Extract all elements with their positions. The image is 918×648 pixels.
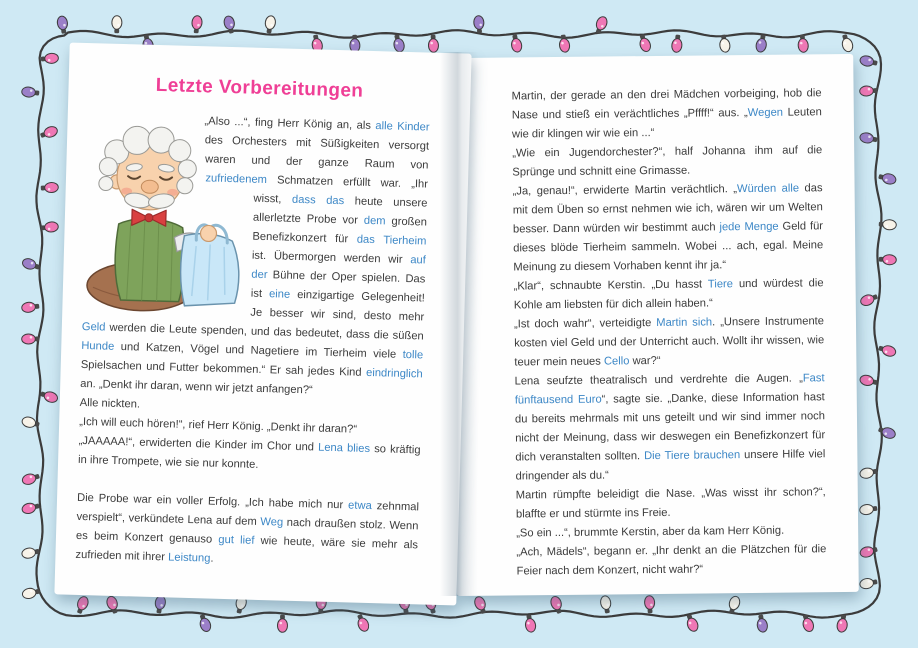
text-run: Schmatzen erfüllt war. „Ihr wisst, [253,174,429,206]
light-bulb [879,254,897,265]
highlighted-word: Cello [603,355,630,368]
text-run: . [210,552,214,565]
light-bulb [264,15,276,34]
text-run: werden die Leute spenden, und das bedeutet, dass die süßen [105,321,424,343]
text-run: wie heute, wäre sie mehr als zufrieden mit ihrer [75,534,419,564]
text-run: „Ach, Mädels“, begann er. „Ihr denkt an die Plätzchen für die Feier nach dem Konzert, nicht wahr?“ [516,543,827,578]
highlighted-word: tolle [402,348,424,362]
highlighted-word: Fast fünftausend Euro [514,372,825,407]
right-page-content [451,54,859,596]
story-paragraph [78,432,421,480]
text-run: „Wie ein Jugendorchester?“, half Johanna ihm auf die Sprünge und schnitt eine Grimasse. [512,144,823,179]
light-bulb [41,53,59,64]
highlighted-word: eindringlich [365,366,423,381]
story-paragraph [514,312,825,372]
text-run: Geld für dieses blöde Tierheim sammeln. Wobei ... ach, egal. Meine Meinung zu diesem Vorhaben kennt ihr ja.“ [513,220,824,274]
text-run: . „Unsere Instrumente kosten viel Geld und der Unterricht auch. Wollt ihr wissen, wie teuer mein neues [514,315,825,369]
highlighted-word: Martin sich [656,316,713,329]
story-paragraph [75,489,419,575]
text-run: „Also ...“, fing Herr König an, als [204,115,376,133]
light-bulb [428,35,439,53]
text-run: und würdest die Kohle am liebsten für dich allein haben.“ [513,277,824,312]
light-bulb [878,171,897,185]
text-run: „Ich will euch hören!“, rief Herr König. „Denkt ihr daran?“ [79,415,358,436]
story-paragraph [512,141,822,182]
light-bulb [859,55,878,69]
text-run: Spielsachen und Futter bekommen.“ Er sah jedes Kind [80,358,367,379]
highlighted-word: alle Kinder [375,120,430,134]
light-bulb [510,34,523,53]
light-bulb [21,301,40,313]
light-bulb [877,343,897,358]
story-paragraph [512,84,823,144]
highlighted-word: jede Menge [719,220,779,234]
text-run: Lena seufzte theatralisch und verdrehte die Augen. „ [514,372,803,388]
light-bulb [859,503,878,515]
light-bulb [859,577,878,590]
highlighted-word: Geld [81,320,106,334]
light-bulb [600,595,613,614]
text-run: Martin rümpfte beleidigt die Nase. „Was wisst ihr schon?“, blaffte er und stürmte ins Freie. [515,486,826,521]
highlighted-word: Leistung [167,551,211,565]
chapter-heading: Letzte Vorbereitungen [155,74,364,102]
light-bulb [859,374,878,388]
text-run: „Ja, genau!“, erwiderte Martin verächtlich. „ [512,183,738,198]
light-bulb [277,615,287,633]
light-bulb [154,595,167,614]
light-bulb [40,182,58,193]
light-bulb [671,34,683,52]
light-bulb [21,471,41,486]
light-bulb [859,292,879,308]
text-run: Bühne der Oper spielen. Das ist [250,269,426,301]
text-run: großen Benefizkonzert für [252,215,428,246]
light-bulb [644,595,655,613]
highlighted-word: auf der [251,254,427,282]
text-run: heute unsere allerletzte Probe vor [252,195,428,227]
light-bulb [40,221,58,233]
light-bulb [840,33,855,53]
story-paragraph [513,274,823,315]
highlighted-word: Die Tiere brauchen [643,449,741,463]
text-run: einzigartige Gelegenheit! Je besser wir sind, desto mehr [250,288,425,324]
highlighted-word: Weg [260,516,284,529]
text-run: unsere Hilfe viel dringender als du.“ [515,448,826,483]
light-bulb [39,389,59,404]
text-run: zehnmal verspielt“, verkündete Lena auf dem [76,500,420,529]
text-run: „JAAAAA!“, erwiderten die Kinder im Chor und [78,434,319,454]
text-run: „So ein ...“, brummte Kerstin, aber da kam Herr König. [516,524,785,540]
light-bulb [859,85,877,96]
left-page-text [75,109,430,574]
text-run: das mit dem Üben so ernst nehmen wie ich, wären wir um Welten besser. Dann würden wir bestimmt auch [512,182,823,236]
text-run: „Klar“, schnaubte Kerstin. „Du hasst [513,278,708,293]
light-bulb [859,132,878,145]
light-bulb [755,34,768,53]
text-run: war?“ [629,354,661,368]
text-run: „Ist doch wahr“, verteidigte [513,316,657,331]
light-bulb [859,466,878,479]
light-bulb [21,501,40,515]
highlighted-word: Würden alle [736,182,800,196]
right-page-text [512,84,827,581]
light-bulb [191,15,202,33]
light-bulb [39,125,59,141]
text-run: Alle nickten. [79,396,141,411]
text-run: Die Probe war ein voller Erfolg. „Ich habe mich nur [76,491,349,512]
story-paragraph [516,540,826,581]
light-bulb [112,16,122,34]
light-bulb [74,595,89,615]
book-page-right [451,54,859,596]
text-run: ist. Übermorgen werden wir [251,249,411,267]
light-bulb [756,614,769,633]
light-bulb [637,33,652,53]
book-page-left [54,42,471,605]
text-run: des Orchesters mit Süßigkeiten versorgt waren und der ganze Raum von [204,134,430,172]
highlighted-word: dass das [291,193,345,208]
story-paragraph [516,483,826,524]
light-bulb [22,334,40,344]
text-run: Martin, der gerade an den drei Mädchen vorbeiging, hob die Nase und stieß ein verächtliches „Pffff!“ aus. „ [511,87,822,122]
light-bulb [355,613,371,633]
highlighted-word: gut lief [218,533,255,547]
highlighted-word: dem [363,214,386,228]
highlighted-word: zufriedenem [205,172,268,187]
highlighted-word: Hunde [81,339,115,353]
text-run: Leuten wie dir klingen wir wie ein ...“ [511,106,822,141]
story-paragraph [512,179,823,277]
light-bulb [21,86,39,98]
left-page-content [54,42,471,605]
light-bulb [473,15,484,33]
highlighted-word: Lena blies [317,441,371,456]
highlighted-word: Tiere [707,278,734,291]
light-bulb [392,34,406,53]
highlighted-word: etwa [347,499,372,513]
light-bulb [56,15,69,34]
text-run: an. „Denkt ihr daran, wenn wir jetzt anfangen?“ [80,377,313,397]
light-bulb [21,257,41,272]
light-bulb [524,614,537,633]
text-run: so kräftig in ihre Trompete, wie sie nur konnte. [77,443,421,471]
text-run: “, sagte sie. „Danke, diese Information hast du bereits mehrmals mit uns geteilt und wir sind immer noch nicht der Meinung, dass wir deswegen ein Benefizkonzert für dich veranstalten sollten. [514,391,826,464]
text-run: nach draußen stolz. Wenn es beim Konzert genauso [75,516,419,546]
highlighted-word: eine [268,288,291,301]
text-run: und Katzen, Vögel und Nagetiere im Tierheim viele [114,340,403,361]
highlighted-word: das Tierheim [356,233,427,248]
highlighted-word: Wegen [747,106,784,120]
story-paragraph [514,369,825,486]
